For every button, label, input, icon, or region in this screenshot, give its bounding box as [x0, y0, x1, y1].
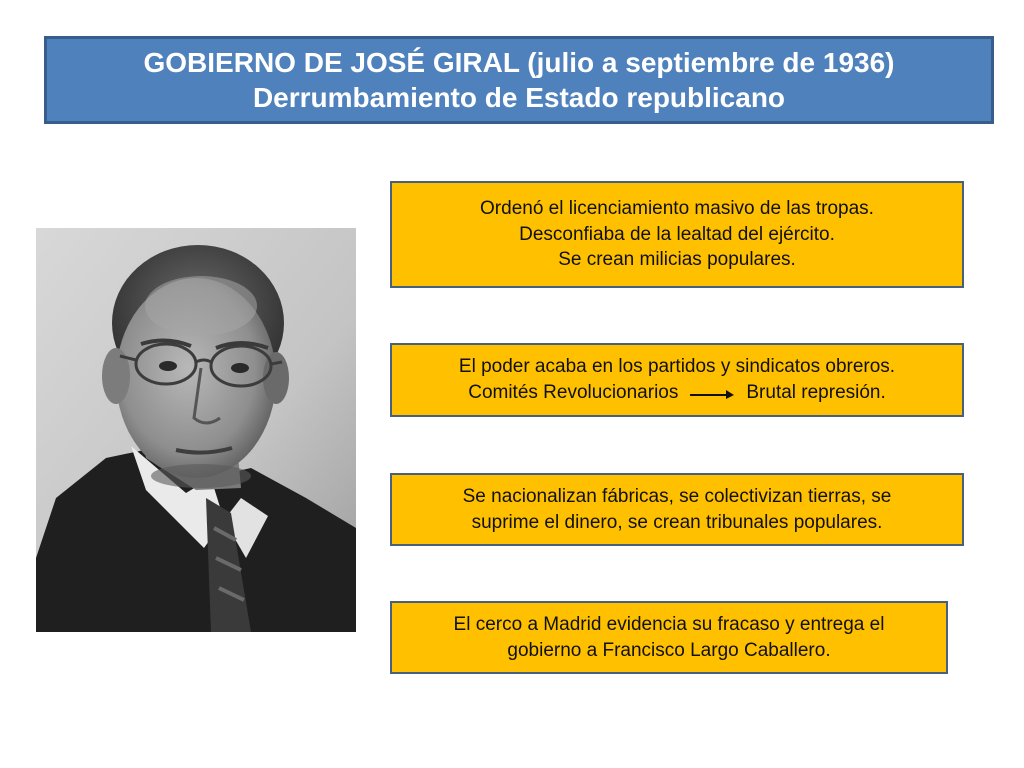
note-box-nationalization-line-1: Se nacionalizan fábricas, se colectivizan tierras, se — [462, 485, 892, 507]
revolutionary-committees-text: Comités Revolucionarios — [468, 382, 679, 403]
note-box-troops-line-2: Desconfiaba de la lealtad del ejército. — [519, 223, 835, 245]
note-box-nationalization — [390, 473, 964, 546]
portrait-photo — [36, 228, 356, 632]
note-box-power-line-2 — [468, 380, 886, 406]
note-box-power-line-1: El poder acaba en los partidos y sindicatos obreros. — [458, 356, 896, 378]
portrait-illustration — [36, 228, 356, 632]
note-box-troops — [390, 181, 964, 288]
note-box-power — [390, 343, 964, 417]
right-arrow-icon — [688, 386, 736, 400]
brutal-repression-text: Brutal represión. — [746, 382, 886, 403]
note-box-madrid — [390, 601, 948, 674]
note-box-troops-line-3: Se crean milicias populares. — [558, 249, 796, 271]
note-box-troops-line-1: Ordenó el licenciamiento masivo de las tropas. — [480, 198, 874, 220]
note-box-madrid-line-2: gobierno a Francisco Largo Caballero. — [507, 639, 831, 661]
note-box-nationalization-line-2: suprime el dinero, se crean tribunales populares. — [471, 511, 883, 533]
title-box — [44, 36, 994, 124]
title-line-2: Derrumbamiento de Estado republicano — [252, 82, 786, 113]
note-box-madrid-line-1: El cerco a Madrid evidencia su fracaso y entrega el — [453, 613, 885, 635]
title-line-1: GOBIERNO DE JOSÉ GIRAL (julio a septiembre de 1936) — [143, 47, 895, 78]
